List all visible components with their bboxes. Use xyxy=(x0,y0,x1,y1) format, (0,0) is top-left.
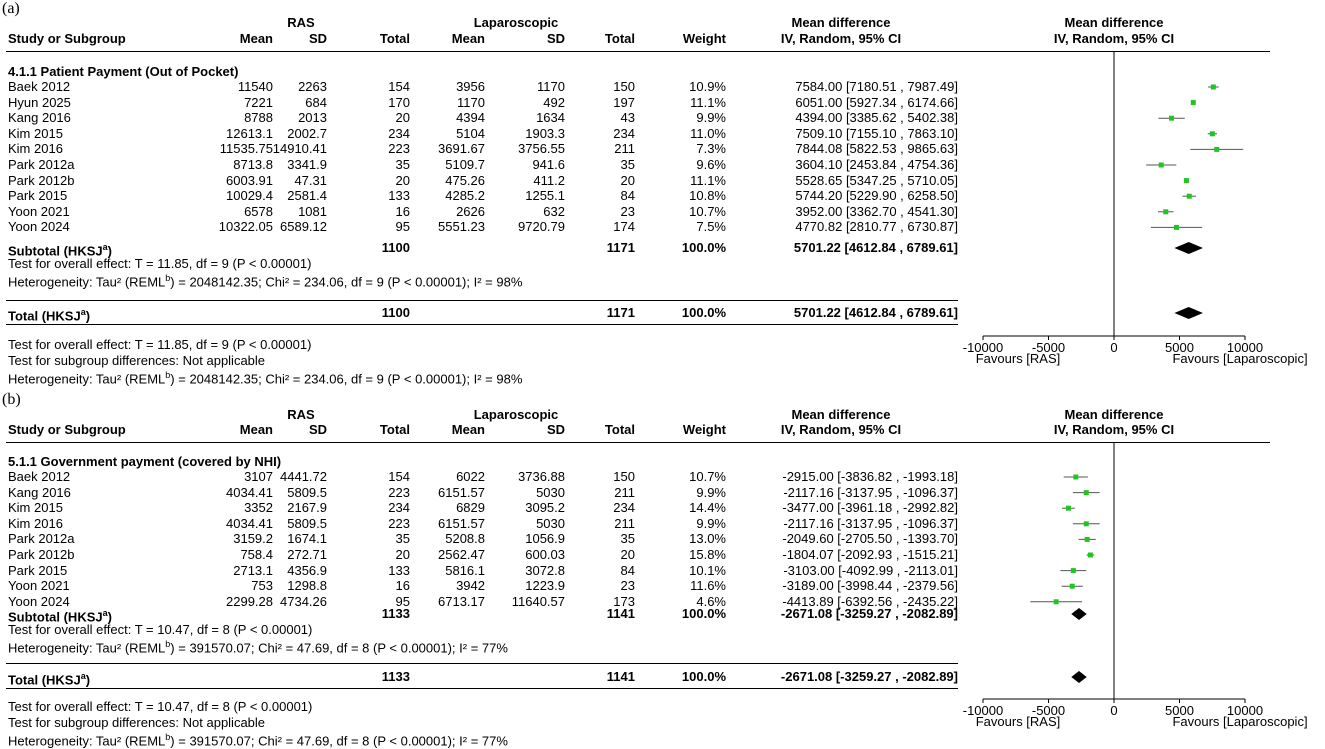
weight-cell: 11.6% xyxy=(690,578,726,594)
column-header-ras-total: Total xyxy=(379,422,410,437)
ras-sd-cell: 5809.5 xyxy=(287,484,327,500)
ras-sd-cell: 1674.1 xyxy=(287,531,327,547)
overall-effect-test: Test for overall effect: T = 11.85, df = 9 (P < 0.00001) xyxy=(8,337,312,352)
ci-cell: -1804.07 [-2092.93 , -1515.21] xyxy=(782,547,958,562)
lap-sd-cell: 3756.55 xyxy=(518,141,565,157)
ci-cell: 7844.08 [5822.53 , 9865.63] xyxy=(795,141,958,157)
lap-total-cell: 84 xyxy=(620,562,635,578)
study-name: Hyun 2025 xyxy=(8,94,71,110)
lap-sd-cell: 9720.79 xyxy=(518,219,565,235)
ras-total-cell: 223 xyxy=(388,515,410,531)
overall-heterogeneity: Heterogeneity: Tau² $(REML^b) = 2048142.35$; Chi² = 234.06, df = 9 (P < 0.00001); I² = 98% xyxy=(8,370,523,387)
lap-mean-cell: 5104 xyxy=(456,125,485,141)
subtotal-ci: 5701.22 [4612.84 , 6789.61] xyxy=(793,240,958,255)
study-point xyxy=(1088,553,1093,558)
subgroup-title: 5.1.1 Government payment (covered by NHI) xyxy=(8,454,282,469)
overall-effect-test: Test for overall effect: T = 10.47, df = 8 (P < 0.00001) xyxy=(8,699,313,714)
column-header-ras-mean: Mean xyxy=(239,31,273,46)
forest-plot-svg xyxy=(0,391,1325,748)
study-name: Yoon 2021 xyxy=(8,203,70,219)
column-header-ci: IV, Random, 95% CI xyxy=(780,422,902,437)
lap-mean-cell: 3942 xyxy=(456,578,485,594)
ras-total-cell: 154 xyxy=(388,79,410,94)
study-point xyxy=(1084,521,1089,526)
subtotal-weight: 100.0% xyxy=(681,606,726,621)
ras-total-cell: 95 xyxy=(395,593,410,609)
total-label: Total (HKSJ$^a$) xyxy=(8,307,91,324)
ci-cell: -2117.16 [-3137.95 , -1096.37] xyxy=(783,515,958,531)
ras-total-cell: 95 xyxy=(395,219,410,235)
ci-cell: -2117.16 [-3137.95 , -1096.37] xyxy=(783,484,958,500)
column-header-lap-mean: Mean xyxy=(451,31,485,46)
x-axis-tick-label: -5000 xyxy=(1031,703,1066,718)
lap-mean-cell: 6022 xyxy=(456,469,485,484)
x-axis-tick-label: -10000 xyxy=(962,703,1004,718)
overall-heterogeneity: Heterogeneity: Tau² $(REML^b) = 391570.07$; Chi² = 47.69, df = 8 (P < 0.00001); I² = 77% xyxy=(8,732,508,749)
x-axis-tick-label: 5000 xyxy=(1165,703,1194,718)
lap-sd-cell: 11640.57 xyxy=(511,593,565,609)
laparoscopic-group-header: Laparoscopic xyxy=(473,15,559,30)
subtotal-diamond xyxy=(1174,242,1203,254)
lap-sd-cell: 632 xyxy=(543,203,565,219)
ci-cell: -4413.89 [-6392.56 , -2435.22] xyxy=(782,593,958,609)
lap-total-cell: 173 xyxy=(613,593,635,609)
total-rule-top xyxy=(6,300,958,301)
ras-group-header: RAS xyxy=(287,407,315,422)
mean-difference-plot-header: Mean difference xyxy=(1064,407,1164,422)
lap-total-cell: 211 xyxy=(614,141,635,157)
total-diamond xyxy=(1174,307,1203,319)
study-name: Kim 2015 xyxy=(8,125,63,141)
lap-total-cell: 197 xyxy=(613,94,635,110)
study-point xyxy=(1071,568,1076,573)
favours-left-label: Favours [RAS] xyxy=(975,714,1061,729)
study-point xyxy=(1084,490,1089,495)
ras-sd-cell: 2581.4 xyxy=(287,188,327,204)
lap-total-cell: 20 xyxy=(620,172,635,188)
study-name: Park 2012b xyxy=(8,172,75,188)
ci-cell: -3477.00 [-3961.18 , -2992.82] xyxy=(782,500,958,516)
weight-cell: 10.8% xyxy=(689,188,726,204)
subtotal-lap-total: 1171 xyxy=(606,240,635,255)
ci-cell: 6051.00 [5927.34 , 6174.66] xyxy=(795,94,958,110)
lap-total-cell: 174 xyxy=(613,219,635,235)
ras-mean-cell: 11540 xyxy=(237,79,273,94)
study-point xyxy=(1073,475,1078,480)
lap-total-cell: 35 xyxy=(620,531,635,547)
study-point xyxy=(1054,599,1059,604)
ras-sd-cell: 2002.7 xyxy=(287,125,327,141)
total-rule-bottom xyxy=(6,324,958,325)
ci-cell: -2915.00 [-3836.82 , -1993.18] xyxy=(782,469,958,484)
column-header-plot-ci: IV, Random, 95% CI xyxy=(1053,422,1175,437)
ras-total-cell: 20 xyxy=(395,547,410,562)
lap-mean-cell: 475.26 xyxy=(445,172,485,188)
ras-mean-cell: 2299.28 xyxy=(226,593,273,609)
subtotal-diamond xyxy=(1071,608,1086,620)
mean-difference-plot-header: Mean difference xyxy=(1064,15,1164,30)
study-name: Kim 2015 xyxy=(8,500,63,516)
total-diamond xyxy=(1071,671,1086,683)
study-name: Kim 2016 xyxy=(8,515,63,531)
study-name: Baek 2012 xyxy=(8,79,71,94)
ras-mean-cell: 8713.8 xyxy=(233,157,273,172)
study-point xyxy=(1159,163,1164,168)
column-header-ras-mean: Mean xyxy=(239,422,273,437)
study-name: Yoon 2024 xyxy=(8,219,70,235)
study-name: Kang 2016 xyxy=(8,484,71,500)
ras-sd-cell: 4441.72 xyxy=(280,469,327,484)
ras-mean-cell: 753 xyxy=(251,578,273,594)
ci-cell: 3604.10 [2453.84 , 4754.36] xyxy=(795,157,958,172)
lap-mean-cell: 6151.57 xyxy=(438,515,485,531)
subtotal-lap-total: 1141 xyxy=(606,606,635,621)
ras-total-cell: 133 xyxy=(388,188,410,204)
total-ci: 5701.22 [4612.84 , 6789.61] xyxy=(793,305,958,320)
ras-mean-cell: 12613.1 xyxy=(226,125,273,141)
ras-total-cell: 234 xyxy=(388,500,410,516)
ras-mean-cell: 3159.2 xyxy=(233,531,273,547)
total-weight: 100.0% xyxy=(681,669,726,684)
lap-sd-cell: 1170 xyxy=(537,79,565,94)
column-header-weight: Weight xyxy=(682,31,726,46)
superscript-note: a xyxy=(102,242,108,252)
subtotal-weight: 100.0% xyxy=(681,240,726,255)
lap-mean-cell: 4394 xyxy=(456,110,485,126)
study-point xyxy=(1169,116,1174,121)
lap-total-cell: 35 xyxy=(620,157,635,172)
total-ras-total: 1133 xyxy=(381,669,410,684)
subtotal-overall-effect-test: Test for overall effect: T = 10.47, df = 8 (P < 0.00001) xyxy=(8,621,313,637)
x-axis-tick-label: 10000 xyxy=(1226,340,1264,355)
weight-cell: 15.8% xyxy=(689,547,726,562)
lap-sd-cell: 3736.88 xyxy=(518,469,565,484)
lap-sd-cell: 5030 xyxy=(536,515,565,531)
favours-right-label: Favours [Laparoscopic] xyxy=(1172,351,1308,366)
lap-mean-cell: 5551.23 xyxy=(438,219,485,235)
subgroup-differences-test: Test for subgroup differences: Not applicable xyxy=(8,352,266,368)
weight-cell: 10.1% xyxy=(689,562,726,578)
superscript-note: a xyxy=(80,307,86,317)
ras-sd-cell: 14910.41 xyxy=(272,141,327,157)
ras-mean-cell: 8788 xyxy=(244,110,273,126)
ras-total-cell: 234 xyxy=(388,125,410,141)
superscript-note: b xyxy=(165,732,171,743)
weight-cell: 11.1% xyxy=(690,94,726,110)
lap-mean-cell: 5816.1 xyxy=(445,562,485,578)
subtotal-overall-effect-test: Test for overall effect: T = 11.85, df = 9 (P < 0.00001) xyxy=(8,255,312,271)
study-point xyxy=(1163,209,1168,214)
ci-cell: 4394.00 [3385.62 , 5402.38] xyxy=(795,110,958,126)
study-name: Park 2012a xyxy=(8,531,75,547)
lap-sd-cell: 1903.3 xyxy=(525,125,565,141)
subtotal-ras-total: 1100 xyxy=(381,240,410,255)
ras-total-cell: 223 xyxy=(388,141,410,157)
ras-mean-cell: 6003.91 xyxy=(226,172,273,188)
weight-cell: 9.9% xyxy=(696,484,726,500)
x-axis-tick-label: 10000 xyxy=(1226,703,1264,718)
lap-total-cell: 211 xyxy=(614,515,635,531)
mean-difference-header: Mean difference xyxy=(791,407,891,422)
total-lap-total: 1171 xyxy=(606,305,635,320)
column-header-plot-ci: IV, Random, 95% CI xyxy=(1053,31,1175,46)
ci-cell: 5528.65 [5347.25 , 5710.05] xyxy=(795,172,958,188)
ras-total-cell: 223 xyxy=(388,484,410,500)
ras-sd-cell: 4734.26 xyxy=(280,593,327,609)
column-header-lap-sd: SD xyxy=(546,31,565,46)
weight-cell: 9.9% xyxy=(696,110,726,126)
lap-sd-cell: 3072.8 xyxy=(525,562,565,578)
column-header-ras-total: Total xyxy=(379,31,410,46)
lap-sd-cell: 1223.9 xyxy=(525,578,565,594)
ras-total-cell: 16 xyxy=(395,203,410,219)
column-header-weight: Weight xyxy=(682,422,726,437)
lap-mean-cell: 6151.57 xyxy=(438,484,485,500)
subtotal-ci: -2671.08 [-3259.27 , -2082.89] xyxy=(780,606,958,621)
mean-difference-header: Mean difference xyxy=(791,15,891,30)
ras-mean-cell: 10029.4 xyxy=(226,188,273,204)
study-point xyxy=(1174,225,1179,230)
weight-cell: 10.7% xyxy=(689,203,726,219)
subtotal-label: Subtotal (HKSJ$^a$) xyxy=(8,608,112,625)
subgroup-title: 4.1.1 Patient Payment (Out of Pocket) xyxy=(8,64,239,79)
weight-cell: 7.5% xyxy=(696,219,726,235)
lap-total-cell: 84 xyxy=(620,188,635,204)
lap-sd-cell: 3095.2 xyxy=(525,500,565,516)
study-point xyxy=(1066,506,1071,511)
ras-sd-cell: 2013 xyxy=(298,110,327,126)
total-rule-bottom xyxy=(6,688,958,689)
lap-total-cell: 211 xyxy=(614,484,635,500)
lap-sd-cell: 411.2 xyxy=(533,172,565,188)
weight-cell: 7.3% xyxy=(696,141,726,157)
ras-sd-cell: 2167.9 xyxy=(287,500,327,516)
lap-mean-cell: 6829 xyxy=(456,500,485,516)
lap-mean-cell: 3956 xyxy=(456,79,485,94)
study-point xyxy=(1085,537,1090,542)
ras-mean-cell: 3352 xyxy=(244,500,273,516)
total-ras-total: 1100 xyxy=(381,305,410,320)
study-name: Yoon 2024 xyxy=(8,593,70,609)
lap-total-cell: 23 xyxy=(620,203,635,219)
lap-mean-cell: 5109.7 xyxy=(445,157,485,172)
ras-mean-cell: 2713.1 xyxy=(233,562,273,578)
lap-total-cell: 43 xyxy=(620,110,635,126)
weight-cell: 9.9% xyxy=(696,515,726,531)
x-axis-tick-label: 0 xyxy=(1110,340,1118,355)
ci-cell: 5744.20 [5229.90 , 6258.50] xyxy=(795,188,958,204)
total-label: Total (HKSJ$^a$) xyxy=(8,671,91,688)
favours-right-label: Favours [Laparoscopic] xyxy=(1172,714,1308,729)
ci-cell: 4770.82 [2810.77 , 6730.87] xyxy=(795,219,958,235)
ras-total-cell: 133 xyxy=(388,562,410,578)
study-point xyxy=(1191,100,1196,105)
study-point xyxy=(1184,178,1189,183)
column-header-ras-sd: SD xyxy=(308,422,327,437)
superscript-note: b xyxy=(165,370,171,381)
ras-total-cell: 170 xyxy=(388,94,410,110)
study-point xyxy=(1214,147,1219,152)
ras-total-cell: 16 xyxy=(395,578,410,594)
column-header-lap-mean: Mean xyxy=(451,422,485,437)
superscript-note: b xyxy=(165,639,171,650)
lap-total-cell: 150 xyxy=(613,469,635,484)
total-weight: 100.0% xyxy=(681,305,726,320)
ras-sd-cell: 4356.9 xyxy=(287,562,327,578)
study-point xyxy=(1187,194,1192,199)
weight-cell: 13.0% xyxy=(689,531,726,547)
ras-mean-cell: 4034.41 xyxy=(226,515,273,531)
column-header-lap-sd: SD xyxy=(546,422,565,437)
weight-cell: 11.0% xyxy=(690,125,726,141)
ras-mean-cell: 11535.75 xyxy=(219,141,273,157)
x-axis-tick-label: -10000 xyxy=(962,340,1004,355)
study-name: Baek 2012 xyxy=(8,469,71,484)
lap-total-cell: 20 xyxy=(620,547,635,562)
x-axis-tick-label: 0 xyxy=(1110,703,1118,718)
weight-cell: 11.1% xyxy=(690,172,726,188)
ci-cell: 7509.10 [7155.10 , 7863.10] xyxy=(795,125,958,141)
ras-total-cell: 35 xyxy=(395,531,410,547)
weight-cell: 9.6% xyxy=(696,157,726,172)
total-rule-top xyxy=(6,663,958,664)
laparoscopic-group-header: Laparoscopic xyxy=(473,407,559,422)
study-name: Park 2015 xyxy=(8,562,68,578)
lap-sd-cell: 1634 xyxy=(536,110,565,126)
study-name: Park 2015 xyxy=(8,188,68,204)
panel-label: (b) xyxy=(2,391,21,408)
column-header-lap-total: Total xyxy=(604,31,635,46)
subtotal-ras-total: 1133 xyxy=(381,606,410,621)
ras-sd-cell: 1298.8 xyxy=(287,578,327,594)
lap-mean-cell: 1170 xyxy=(457,94,485,110)
lap-mean-cell: 6713.17 xyxy=(438,593,485,609)
total-lap-total: 1141 xyxy=(606,669,635,684)
ras-sd-cell: 6589.12 xyxy=(280,219,327,235)
lap-mean-cell: 3691.67 xyxy=(438,141,485,157)
forest-plot-panel-b xyxy=(0,391,1325,748)
lap-mean-cell: 2562.47 xyxy=(438,547,485,562)
total-ci: -2671.08 [-3259.27 , -2082.89] xyxy=(780,669,958,684)
weight-cell: 4.6% xyxy=(696,593,726,609)
column-header-study: Study or Subgroup xyxy=(8,422,126,437)
superscript-note: b xyxy=(165,273,171,284)
ras-total-cell: 154 xyxy=(388,469,410,484)
study-point xyxy=(1211,85,1216,90)
ras-mean-cell: 6578 xyxy=(244,203,273,219)
favours-left-label: Favours [RAS] xyxy=(975,351,1061,366)
ras-sd-cell: 2263 xyxy=(298,79,327,94)
superscript-note: a xyxy=(80,671,86,681)
ci-cell: 3952.00 [3362.70 , 4541.30] xyxy=(795,203,958,219)
column-header-lap-total: Total xyxy=(604,422,635,437)
ras-mean-cell: 7221 xyxy=(244,94,273,110)
superscript-note: a xyxy=(102,608,108,618)
ras-sd-cell: 3341.9 xyxy=(287,157,327,172)
x-axis-tick-label: -5000 xyxy=(1031,340,1066,355)
ras-mean-cell: 758.4 xyxy=(240,547,273,562)
lap-mean-cell: 5208.8 xyxy=(445,531,485,547)
lap-total-cell: 234 xyxy=(613,125,635,141)
study-point xyxy=(1070,584,1075,589)
lap-mean-cell: 2626 xyxy=(456,203,485,219)
subgroup-differences-test: Test for subgroup differences: Not applicable xyxy=(8,714,266,730)
column-header-study: Study or Subgroup xyxy=(8,31,126,46)
column-header-ci: IV, Random, 95% CI xyxy=(780,31,902,46)
study-point xyxy=(1210,131,1215,136)
lap-sd-cell: 600.03 xyxy=(525,547,565,562)
lap-sd-cell: 5030 xyxy=(536,484,565,500)
weight-cell: 10.9% xyxy=(689,79,726,94)
ci-cell: -2049.60 [-2705.50 , -1393.70] xyxy=(782,531,958,547)
ras-group-header: RAS xyxy=(287,15,315,30)
lap-sd-cell: 1056.9 xyxy=(525,531,565,547)
ras-total-cell: 20 xyxy=(395,172,410,188)
lap-total-cell: 150 xyxy=(613,79,635,94)
lap-total-cell: 234 xyxy=(613,500,635,516)
lap-sd-cell: 941.6 xyxy=(532,157,565,172)
ras-total-cell: 35 xyxy=(395,157,410,172)
ras-mean-cell: 4034.41 xyxy=(226,484,273,500)
column-header-ras-sd: SD xyxy=(308,31,327,46)
study-name: Park 2012b xyxy=(8,547,75,562)
lap-sd-cell: 492 xyxy=(543,94,565,110)
ras-sd-cell: 1081 xyxy=(298,203,327,219)
ci-cell: 7584.00 [7180.51 , 7987.49] xyxy=(795,79,958,94)
study-name: Kang 2016 xyxy=(8,110,71,126)
study-name: Kim 2016 xyxy=(8,141,63,157)
ci-cell: -3103.00 [-4092.99 , -2113.01] xyxy=(783,562,958,578)
ci-cell: -3189.00 [-3998.44 , -2379.56] xyxy=(782,578,958,594)
ras-sd-cell: 5809.5 xyxy=(287,515,327,531)
subtotal-label: Subtotal (HKSJ$^a$) xyxy=(8,242,112,259)
study-name: Yoon 2021 xyxy=(8,578,70,594)
lap-sd-cell: 1255.1 xyxy=(525,188,565,204)
x-axis-tick-label: 5000 xyxy=(1165,340,1194,355)
weight-cell: 10.7% xyxy=(689,469,726,484)
ras-mean-cell: 10322.05 xyxy=(218,219,273,235)
subtotal-heterogeneity: Heterogeneity: Tau² $(REML^b) = 391570.07$; Chi² = 47.69, df = 8 (P < 0.00001); I² = 77% xyxy=(8,639,508,656)
subtotal-heterogeneity: Heterogeneity: Tau² $(REML^b) = 2048142.35$; Chi² = 234.06, df = 9 (P < 0.00001); I² = 98% xyxy=(8,273,523,290)
panel-label: (a) xyxy=(2,0,20,17)
study-name: Park 2012a xyxy=(8,157,75,172)
ras-total-cell: 20 xyxy=(395,110,410,126)
ras-mean-cell: 3107 xyxy=(244,469,273,484)
lap-total-cell: 23 xyxy=(620,578,635,594)
ras-sd-cell: 47.31 xyxy=(294,172,327,188)
ras-sd-cell: 684 xyxy=(305,94,327,110)
lap-mean-cell: 4285.2 xyxy=(445,188,485,204)
ras-sd-cell: 272.71 xyxy=(287,547,327,562)
weight-cell: 14.4% xyxy=(689,500,726,516)
